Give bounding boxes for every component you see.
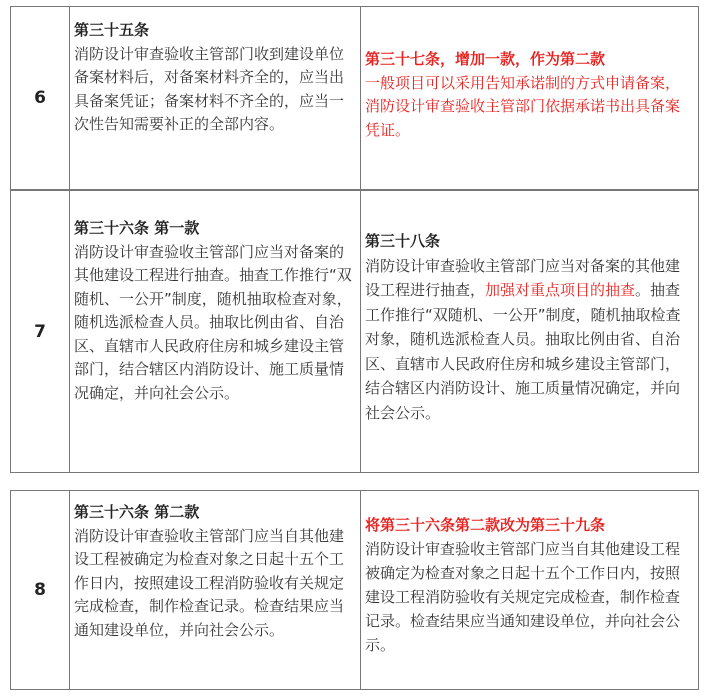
comparison-table-row-7 [10,190,699,473]
revised-article-title: 将第三十六条第二款改为第三十九条 [365,516,606,534]
original-article-text: 消防设计审查验收主管部门收到建设单位备案材料后，对备案材料齐全的，应当出具备案凭证；备案材料不齐全的，应当一次性告知需要补正的全部内容。 [74,44,345,133]
original-article-cell [70,191,361,473]
revised-article-text [365,254,694,426]
table-row [11,491,699,690]
original-article-title: 第三十六条 第二款 [74,503,200,521]
revised-article-text: 一般项目可以采用告知承诺制的方式申请备案，消防设计审查验收主管部门依据承诺书出具备案凭证。 [365,73,681,139]
revised-text-part: 。抽查工作推行“双随机、一公开”制度，随机抽取检查对象，随机选派检查人员。抽取比例由省、自治区、直辖市人民政府住房和城乡建设主管部门，结合辖区内消防设计、施工质量情况确定，并向社会公示。 [365,281,681,422]
original-article-title: 第三十六条 第一款 [74,219,200,237]
revised-article-title: 第三十七条，增加一款，作为第二款 [365,50,606,68]
table-row [11,7,699,190]
table-row [11,191,699,473]
row-number: 7 [11,191,70,473]
revised-article-text: 消防设计审查验收主管部门应当自其他建设工程被确定为检查对象之日起十五个工作日内，按照建设工程消防验收有关规定完成检查，制作检查记录。检查结果应当通知建设单位，并向社会公示。 [365,540,681,654]
comparison-table-row-6 [10,6,699,190]
revised-article-cell [361,191,699,473]
original-article-text: 消防设计审查验收主管部门应当对备案的其他建设工程进行抽查。抽查工作推行“双随机、一公开”制度，随机抽取检查对象，随机选派检查人员。抽取比例由省、自治区、直辖市人民政府住房和城乡建设主管部门，结合辖区内消防设计、施工质量情况确定，并向社会公示。 [74,242,352,402]
comparison-table-row-8 [10,490,699,690]
original-article-cell [70,491,361,690]
original-article-title: 第三十五条 [74,21,150,39]
row-number: 6 [11,7,70,190]
added-text-highlight: 加强对重点项目的抽查 [485,281,636,299]
revised-article-cell [361,491,699,690]
revised-text-part: 消防设计审查验收主管部门应当对备案的其他建设工程进行抽查， [365,256,681,299]
original-article-cell [70,7,361,190]
revised-article-cell [361,7,699,190]
revised-article-title: 第三十八条 [365,232,441,250]
row-number: 8 [11,491,70,690]
original-article-text: 消防设计审查验收主管部门应当自其他建设工程被确定为检查对象之日起十五个工作日内，按照建设工程消防验收有关规定完成检查，制作检查记录。检查结果应当通知建设单位，并向社会公示。 [74,526,345,639]
